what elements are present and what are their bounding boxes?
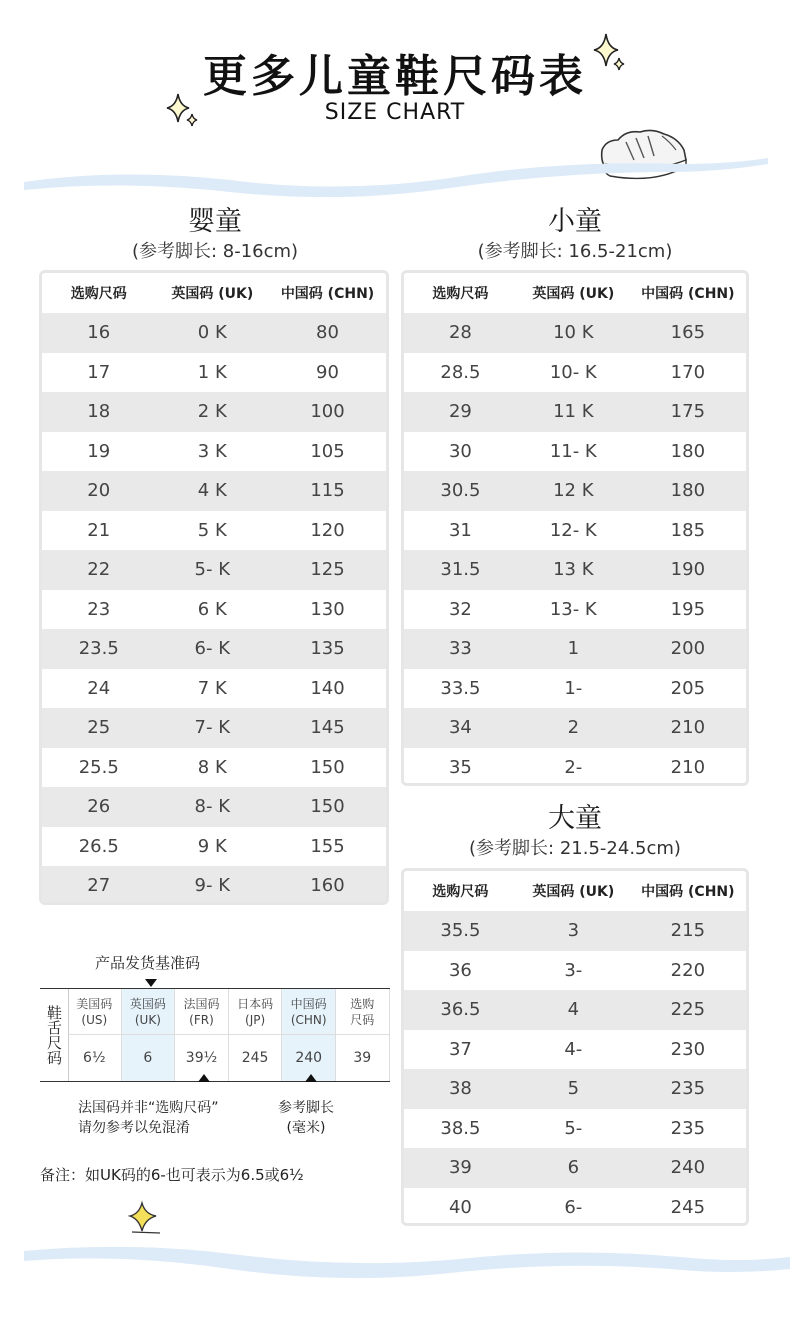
chn-size-cell: 180 [670,440,706,462]
purchase-size-cell: 19 [87,440,111,462]
table-row [404,629,746,669]
cn-note-line-1: 参考脚长 [278,1100,334,1116]
sparkle-icon [165,92,201,132]
table-row [42,787,386,827]
chn-size-cell: 165 [670,322,706,344]
uk-size-cell: 5- K [194,559,231,581]
purchase-size-cell: 21 [87,519,111,541]
table-row [42,827,386,867]
uk-size-cell: 12 K [553,480,594,502]
uk-size-cell: 13- K [549,598,597,620]
purchase-size-cell: 27 [87,875,111,897]
uk-size-cell: 8- K [194,796,231,818]
uk-size-cell: 13 K [553,559,594,581]
purchase-size-cell: 29 [448,401,472,423]
uk-size-cell: 10 K [553,322,594,344]
purchase-size-cell: 18 [87,401,111,423]
chn-size-cell: 170 [670,361,706,383]
kid-foot-length: (参考脚长: 16.5-21cm) [477,241,673,262]
basis-column-value: 39 [353,1050,372,1066]
table-row [42,590,386,630]
uk-size-cell: 5- [564,1117,583,1139]
basis-column [282,989,336,1081]
table-row [404,1069,746,1109]
table-row [404,911,746,951]
fr-note-line-1: 法国码并非“选购尺码” [78,1100,219,1116]
basis-column-name: 选购 [350,996,375,1011]
basis-column-value: 6 [143,1050,153,1066]
uk-size-cell: 1 K [197,361,227,383]
uk-size-cell: 6- [564,1196,583,1218]
purchase-size-cell: 34 [448,717,472,739]
infant-foot-length: (参考脚长: 8-16cm) [131,241,299,262]
basis-caption: 产品发货基准码 [95,954,201,972]
uk-size-cell: 1- [564,677,583,699]
page-subtitle: SIZE CHART [324,100,466,125]
chn-size-cell: 175 [670,401,706,423]
uk-size-cell: 8 K [197,756,227,778]
purchase-size-cell: 26.5 [78,835,119,857]
wave-decoration [0,150,790,210]
chn-size-cell: 190 [670,559,706,581]
purchase-size-cell: 23 [87,598,111,620]
chn-size-cell: 200 [670,638,706,660]
header-uk-size: 英国码 (UK) [171,286,254,302]
uk-size-cell: 7 K [197,677,227,699]
chn-size-cell: 195 [670,598,706,620]
table-row [404,1188,746,1227]
purchase-size-cell: 35 [448,756,472,778]
page-title: 更多儿童鞋尺码表 [203,51,587,102]
uk-size-cell: 5 K [197,519,227,541]
chn-size-cell: 245 [670,1196,706,1218]
purchase-size-cell: 38 [448,1078,472,1100]
triangle-down-icon [145,979,157,987]
chn-size-cell: 210 [670,717,706,739]
purchase-size-cell: 31.5 [440,559,481,581]
chn-size-cell: 240 [670,1157,706,1179]
basis-column-value: 245 [241,1050,269,1066]
uk-size-cell: 6- K [194,638,231,660]
uk-size-cell: 5 [567,1078,580,1100]
table-row [404,590,746,630]
table-row [42,353,386,393]
kid-section-title: 小童 [548,206,602,237]
basis-column-name: 日本码 [237,996,274,1011]
purchase-size-cell: 23.5 [78,638,119,660]
purchase-size-cell: 36 [448,959,472,981]
table-header-row [404,273,746,313]
table-row [42,471,386,511]
basis-column-code: (US) [81,1012,108,1027]
uk-size-cell: 4- [564,1038,583,1060]
table-row [42,550,386,590]
table-row [42,392,386,432]
table-row [404,471,746,511]
uk-size-cell: 2 K [197,401,227,423]
basis-column-value: 240 [295,1050,323,1066]
chn-size-cell: 150 [310,756,345,778]
purchase-size-cell: 40 [448,1196,472,1218]
basis-column-code: 尺码 [350,1012,375,1027]
fr-size-note [78,1098,219,1138]
chn-size-cell: 120 [310,519,345,541]
table-row [42,629,386,669]
cn-note-line-2: (毫米) [286,1120,326,1136]
basis-size-table [40,988,390,1082]
chn-size-cell: 215 [670,920,706,942]
purchase-size-cell: 39 [448,1157,472,1179]
chn-size-cell: 235 [670,1078,706,1100]
youth-foot-length: (参考脚长: 21.5-24.5cm) [469,838,681,859]
table-row [42,866,386,905]
table-row [42,313,386,353]
table-header-row [42,273,386,313]
purchase-size-cell: 30 [448,440,472,462]
chn-size-cell: 155 [310,835,345,857]
table-row [42,432,386,472]
chn-size-cell: 80 [316,322,339,344]
chn-size-cell: 160 [310,875,345,897]
table-row [404,1148,746,1188]
chn-size-cell: 180 [670,480,706,502]
purchase-size-cell: 33.5 [440,677,481,699]
purchase-size-cell: 24 [87,677,111,699]
infant-section-title: 婴童 [188,206,242,237]
purchase-size-cell: 16 [87,322,111,344]
basis-column-name: 美国码 [76,996,113,1011]
infant-section-header [40,205,390,265]
kid-rows [404,313,746,786]
uk-size-cell: 11- K [549,440,597,462]
purchase-size-cell: 17 [87,361,111,383]
triangle-up-icon [305,1074,317,1082]
basis-column-value: 39½ [185,1050,218,1066]
uk-size-cell: 9 K [197,835,227,857]
uk-size-cell: 3 [567,920,580,942]
table-row [404,432,746,472]
table-row [42,511,386,551]
basis-column-name: 英国码 [129,996,166,1011]
uk-size-cell: 10- K [549,361,597,383]
tongue-size-label: 鞋舌尺码 [40,989,69,1081]
wave-decoration [0,1235,790,1317]
chn-size-cell: 140 [310,677,345,699]
sparkle-icon [592,32,626,72]
header-purchase-size: 选购尺码 [432,884,489,900]
basis-column-header [68,989,121,1035]
table-row [42,708,386,748]
table-row [404,1030,746,1070]
chn-size-cell: 230 [670,1038,706,1060]
basis-column-code: (UK) [134,1012,161,1027]
table-row [404,748,746,787]
uk-size-cell: 2- [564,756,583,778]
uk-size-cell: 1 [567,638,580,660]
purchase-size-cell: 28 [448,322,472,344]
chn-size-cell: 150 [310,796,345,818]
uk-size-cell: 6 [567,1157,580,1179]
basis-column-name: 法国码 [183,996,220,1011]
purchase-size-cell: 32 [448,598,472,620]
purchase-size-cell: 37 [448,1038,472,1060]
basis-column [175,989,229,1081]
basis-column-code: (FR) [189,1012,214,1027]
uk-size-cell: 12- K [549,519,597,541]
purchase-size-cell: 35.5 [440,920,481,942]
infant-size-table [39,270,389,905]
youth-section-title: 大童 [548,803,602,834]
table-row [404,550,746,590]
uk-size-cell: 3- [564,959,583,981]
basis-column [229,989,283,1081]
table-row [404,313,746,353]
header-purchase-size: 选购尺码 [432,286,489,302]
basis-column-header [336,989,389,1035]
basis-column [122,989,176,1081]
cn-size-note [278,1098,334,1138]
uk-size-cell: 2 [567,717,580,739]
basis-column-header [229,989,282,1035]
table-row [404,1109,746,1149]
chn-size-cell: 130 [310,598,345,620]
chn-size-cell: 145 [310,717,345,739]
purchase-size-cell: 20 [87,480,111,502]
table-row [404,353,746,393]
basis-column-header [122,989,175,1035]
purchase-size-cell: 30.5 [440,480,481,502]
table-header-row [404,871,746,911]
uk-size-cell: 3 K [197,440,227,462]
basis-column-name: 中国码 [290,996,327,1011]
table-row [404,669,746,709]
chn-size-cell: 125 [310,559,345,581]
purchase-size-cell: 38.5 [440,1117,481,1139]
youth-size-table [401,868,749,1226]
table-row [404,708,746,748]
uk-size-cell: 4 [567,999,580,1021]
basis-column-value: 6½ [83,1050,106,1066]
youth-section-header [402,802,748,862]
table-row [404,392,746,432]
youth-rows [404,911,746,1226]
basis-column-header [175,989,228,1035]
kid-section-header [402,205,748,265]
chn-size-cell: 90 [316,361,339,383]
star-sparkle-icon [128,1200,164,1236]
uk-size-cell: 7- K [194,717,231,739]
chn-size-cell: 205 [670,677,706,699]
uk-size-cell: 6 K [197,598,227,620]
chn-size-cell: 115 [310,480,345,502]
purchase-size-cell: 22 [87,559,111,581]
purchase-size-cell: 25.5 [78,756,119,778]
table-row [404,511,746,551]
basis-column [336,989,390,1081]
basis-column-header [282,989,335,1035]
chn-size-cell: 235 [670,1117,706,1139]
header-chn-size: 中国码 (CHN) [641,884,735,900]
header-chn-size: 中国码 (CHN) [280,286,375,302]
triangle-up-icon [198,1074,210,1082]
uk-size-cell: 0 K [197,322,227,344]
chn-size-cell: 135 [310,638,345,660]
header-purchase-size: 选购尺码 [70,286,127,302]
uk-size-cell: 4 K [197,480,227,502]
purchase-size-cell: 33 [448,638,472,660]
uk-size-cell: 9- K [194,875,231,897]
basis-column-code: (CHN) [290,1012,327,1027]
purchase-size-cell: 26 [87,796,111,818]
header-uk-size: 英国码 (UK) [532,884,615,900]
table-row [404,990,746,1030]
chn-size-cell: 100 [310,401,345,423]
chn-size-cell: 185 [670,519,706,541]
chn-size-cell: 105 [310,440,345,462]
table-row [42,748,386,788]
basis-column [68,989,122,1081]
kid-size-table [401,270,749,786]
basis-column-code: (JP) [245,1012,266,1027]
table-row [404,951,746,991]
purchase-size-cell: 36.5 [440,999,481,1021]
fr-note-line-2: 请勿参考以免混淆 [78,1120,190,1136]
chn-size-cell: 220 [670,959,706,981]
chn-size-cell: 210 [670,756,706,778]
table-row [42,669,386,709]
remark-note: 备注：如UK码的6-也可表示为6.5或6½ [40,1166,304,1184]
purchase-size-cell: 31 [448,519,472,541]
infant-rows [42,313,386,905]
purchase-size-cell: 25 [87,717,111,739]
chn-size-cell: 225 [670,999,706,1021]
uk-size-cell: 11 K [553,401,594,423]
header-chn-size: 中国码 (CHN) [641,286,735,302]
purchase-size-cell: 28.5 [440,361,481,383]
header-uk-size: 英国码 (UK) [532,286,615,302]
